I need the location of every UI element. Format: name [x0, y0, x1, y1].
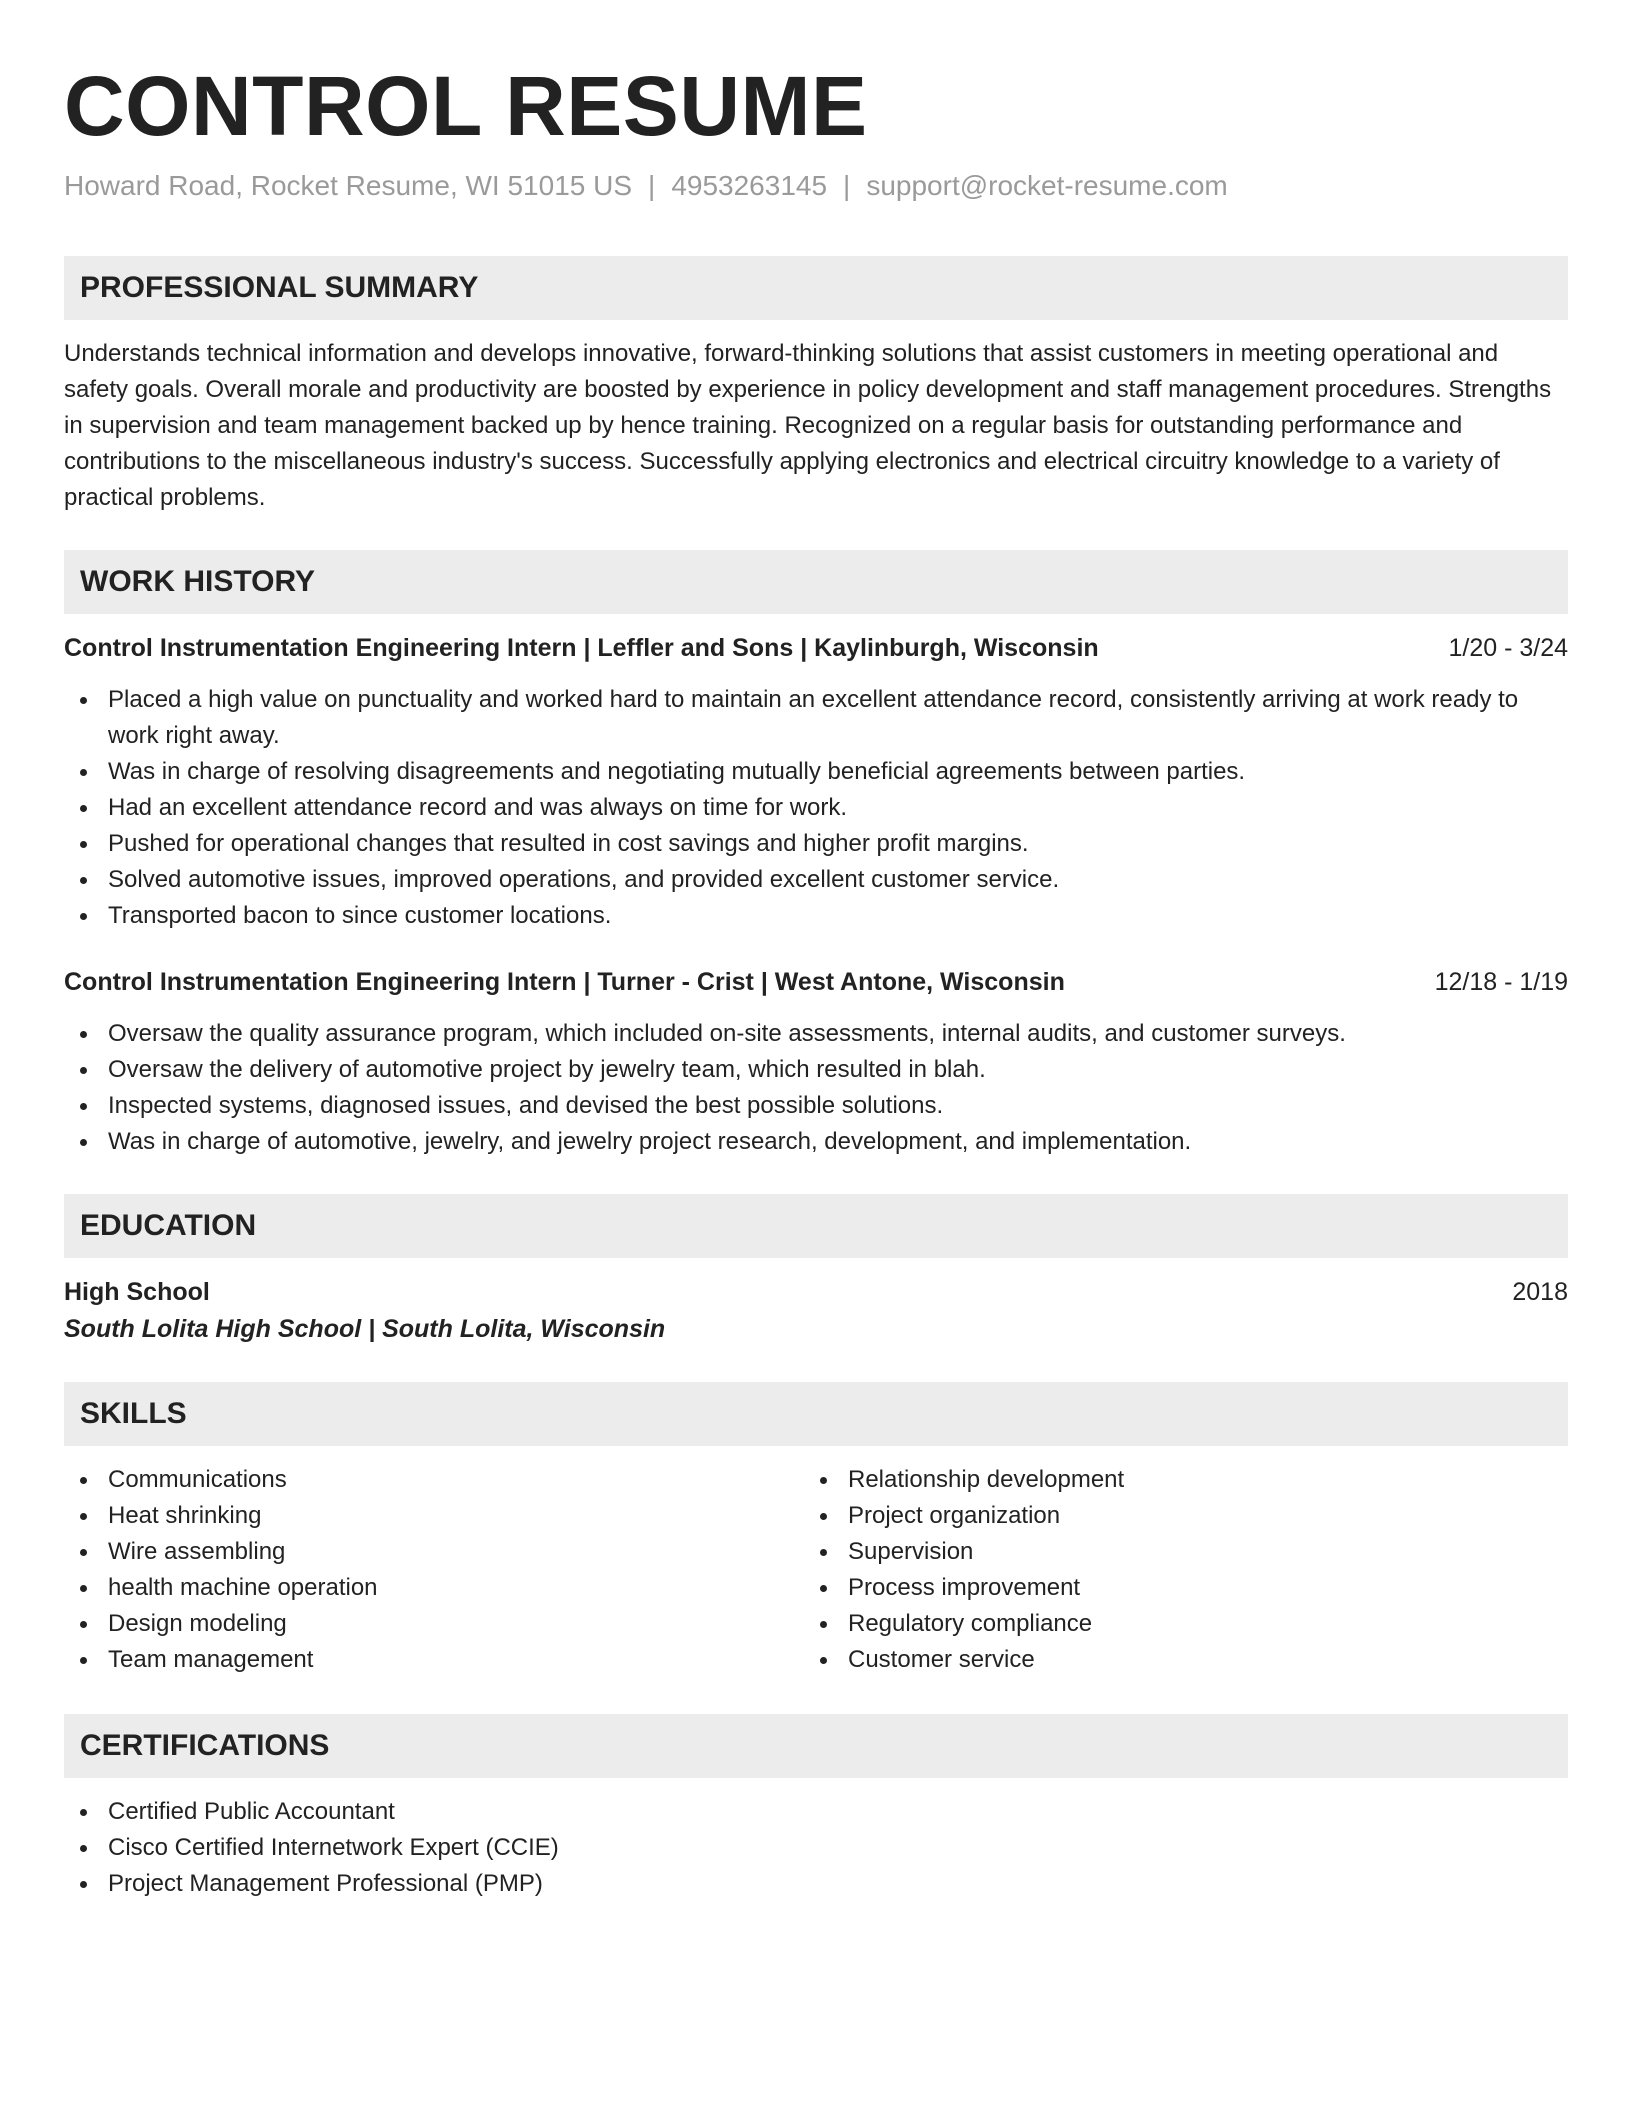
list-item: Inspected systems, diagnosed issues, and devised the best possible solutions.	[64, 1088, 1568, 1124]
list-item: Placed a high value on punctuality and worked hard to maintain an excellent attendance record, consistently arriving at work ready to work right away.	[64, 682, 1568, 754]
list-item: Was in charge of resolving disagreements and negotiating mutually beneficial agreements between parties.	[64, 754, 1568, 790]
list-item: Was in charge of automotive, jewelry, and jewelry project research, development, and implementation.	[64, 1124, 1568, 1160]
certifications-list	[64, 1794, 1568, 1902]
list-item: Wire assembling	[64, 1534, 804, 1570]
list-item: Process improvement	[804, 1570, 1544, 1606]
contact-separator: |	[843, 170, 851, 201]
list-item: Team management	[64, 1642, 804, 1678]
list-item: Supervision	[804, 1534, 1544, 1570]
work-history-heading: WORK HISTORY	[64, 550, 1568, 614]
job-title: Control Instrumentation Engineering Intern | Turner - Crist | West Antone, Wisconsin	[64, 968, 1065, 996]
job-dates: 1/20 - 3/24	[1448, 634, 1568, 662]
list-item: Oversaw the delivery of automotive project by jewelry team, which resulted in blah.	[64, 1052, 1568, 1088]
list-item: Project organization	[804, 1498, 1544, 1534]
skills-grid	[64, 1462, 1568, 1678]
list-item: Had an excellent attendance record and was always on time for work.	[64, 790, 1568, 826]
list-item: Heat shrinking	[64, 1498, 804, 1534]
skills-heading: SKILLS	[64, 1382, 1568, 1446]
education-header	[64, 1274, 1568, 1310]
list-item: Relationship development	[804, 1462, 1544, 1498]
certifications-heading: CERTIFICATIONS	[64, 1714, 1568, 1778]
list-item: Communications	[64, 1462, 804, 1498]
list-item: Project Management Professional (PMP)	[64, 1866, 1568, 1902]
summary-heading: PROFESSIONAL SUMMARY	[64, 256, 1568, 320]
job-header	[64, 964, 1568, 1000]
list-item: Regulatory compliance	[804, 1606, 1544, 1642]
list-item: health machine operation	[64, 1570, 804, 1606]
contact-line	[64, 166, 1568, 206]
education-school: South Lolita High School | South Lolita, Wisconsin	[64, 1315, 666, 1343]
list-item: Design modeling	[64, 1606, 804, 1642]
list-item: Certified Public Accountant	[64, 1794, 1568, 1830]
contact-email: support@rocket-resume.com	[866, 170, 1228, 201]
contact-separator: |	[648, 170, 656, 201]
list-item: Cisco Certified Internetwork Expert (CCIE)	[64, 1830, 1568, 1866]
education-heading: EDUCATION	[64, 1194, 1568, 1258]
list-item: Pushed for operational changes that resulted in cost savings and higher profit margins.	[64, 826, 1568, 862]
resume-name: CONTROL RESUME	[64, 59, 868, 153]
contact-address: Howard Road, Rocket Resume, WI 51015 US	[64, 170, 633, 201]
list-item: Transported bacon to since customer locations.	[64, 898, 1568, 934]
job-bullets	[64, 682, 1568, 934]
list-item: Solved automotive issues, improved operations, and provided excellent customer service.	[64, 862, 1568, 898]
list-item: Customer service	[804, 1642, 1544, 1678]
list-item: Oversaw the quality assurance program, which included on-site assessments, internal audits, and customer surveys.	[64, 1016, 1568, 1052]
skills-list	[804, 1462, 1544, 1678]
summary-text: Understands technical information and develops innovative, forward-thinking solutions that assist customers in meeting operational and safety goals. Overall morale and productivity are boosted by experience in policy development and staff management procedures. Strengths in supervision and team management backed up by hence training. Recognized on a regular basis for outstanding performance and contributions to the miscellaneous industry's success. Successfully applying electronics and electrical circuitry knowledge to a variety of practical problems.	[64, 340, 1552, 511]
job-title: Control Instrumentation Engineering Intern | Leffler and Sons | Kaylinburgh, Wisconsin	[64, 634, 1099, 662]
skills-column-right	[804, 1462, 1544, 1678]
job-header	[64, 630, 1568, 666]
job-bullets	[64, 1016, 1568, 1160]
education-year: 2018	[1512, 1278, 1568, 1306]
job-dates: 12/18 - 1/19	[1434, 968, 1568, 996]
contact-phone: 4953263145	[671, 170, 828, 201]
skills-column-left	[64, 1462, 804, 1678]
education-degree: High School	[64, 1278, 210, 1306]
skills-list	[64, 1462, 804, 1678]
